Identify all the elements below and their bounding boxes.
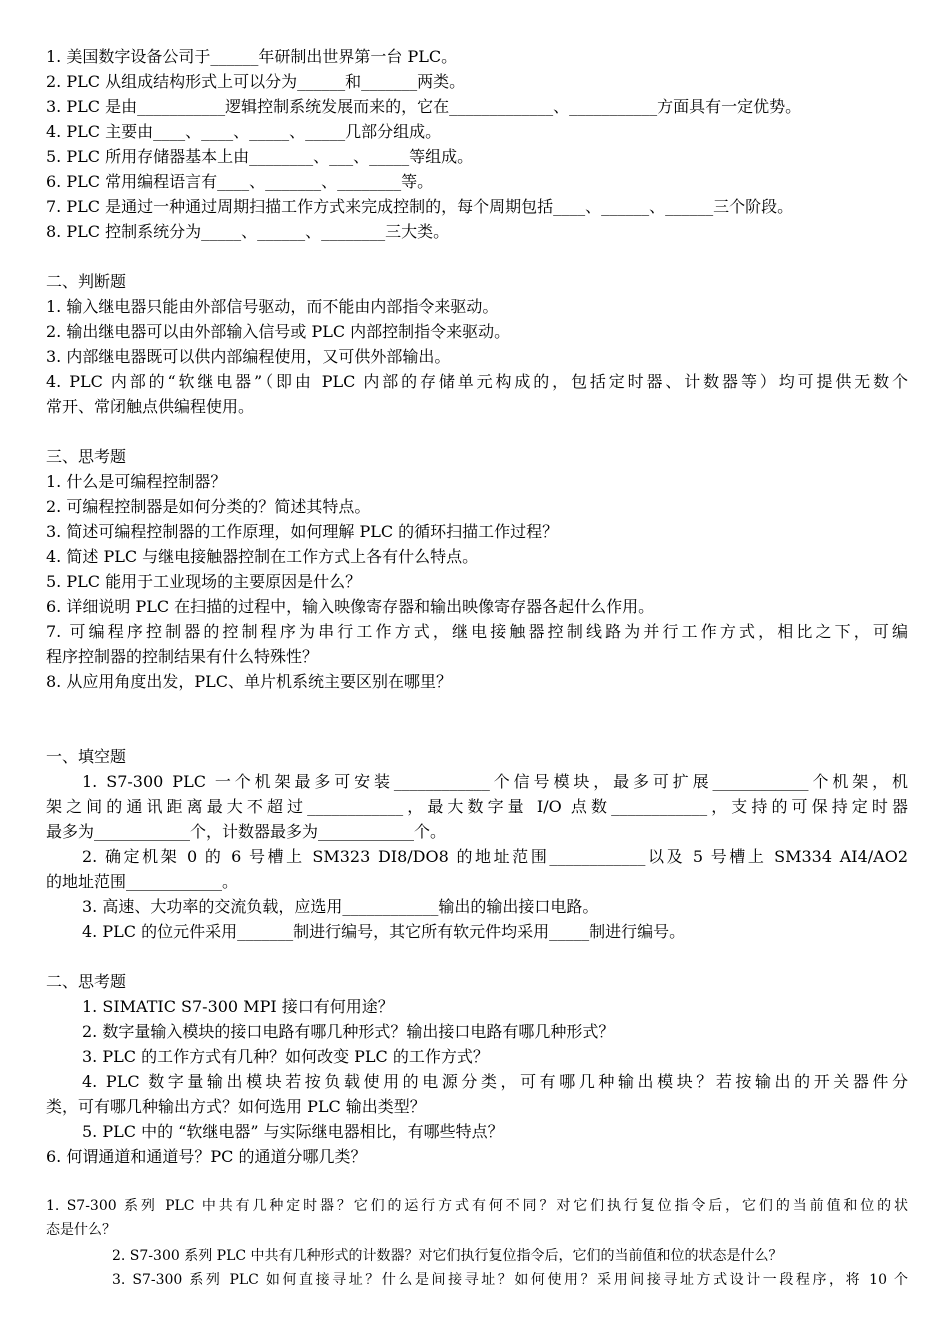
fill-b-question-1: 1. S7-300 PLC 一个机架最多可安装____________个信号模块，最多可扩展____________个机架，机 bbox=[82, 772, 908, 791]
fill-b-question-1-end: 最多为____________个，计数器最多为____________个。 bbox=[46, 822, 447, 841]
think-question-2: 2. 可编程控制器是如何分类的？简述其特点。 bbox=[46, 497, 371, 516]
section-heading-judge: 二、判断题 bbox=[46, 272, 127, 291]
think-question-5: 5. PLC 能用于工业现场的主要原因是什么？ bbox=[46, 572, 362, 591]
think-b-question-1: 1. SIMATIC S7-300 MPI 接口有何用途？ bbox=[82, 997, 394, 1016]
judge-question-4: 4. PLC 内部的“软继电器”（即由 PLC 内部的存储单元构成的，包括定时器、计数器等）均可提供无数个 bbox=[46, 372, 908, 391]
judge-question-4-cont: 常开、常闭触点供编程使用。 bbox=[46, 397, 255, 416]
think-b-question-4-cont: 类，可有哪几种输出方式？如何选用 PLC 输出类型？ bbox=[46, 1097, 426, 1116]
fill-question-5: 5. PLC 所用存储器基本上由________、___、_____等组成。 bbox=[46, 147, 474, 166]
think-question-4: 4. 简述 PLC 与继电接触器控制在工作方式上各有什么特点。 bbox=[46, 547, 479, 566]
think-question-3: 3. 简述可编程控制器的工作原理，如何理解 PLC 的循环扫描工作过程？ bbox=[46, 522, 559, 541]
fill-question-4: 4. PLC 主要由____、____、_____、_____几部分组成。 bbox=[46, 122, 442, 141]
think-question-7: 7. 可编程序控制器的控制程序为串行工作方式，继电接触器控制线路为并行工作方式，相比之下，可编 bbox=[46, 622, 908, 641]
think-b-question-4: 4. PLC 数字量输出模块若按负载使用的电源分类，可有哪几种输出模块？若按输出的开关器件分 bbox=[82, 1072, 908, 1091]
think-b-question-2: 2. 数字量输入模块的接口电路有哪几种形式？输出接口电路有哪几种形式？ bbox=[82, 1022, 615, 1041]
section-heading-think-b: 二、思考题 bbox=[46, 972, 127, 991]
fill-question-7: 7. PLC 是通过一种通过周期扫描工作方式来完成控制的，每个周期包括____、______、______三个阶段。 bbox=[46, 197, 794, 216]
think-question-6: 6. 详细说明 PLC 在扫描的过程中，输入映像寄存器和输出映像寄存器各起什么作用。 bbox=[46, 597, 655, 616]
think-question-1: 1. 什么是可编程控制器？ bbox=[46, 472, 227, 491]
judge-question-3: 3. 内部继电器既可以供内部编程使用，又可供外部输出。 bbox=[46, 347, 451, 366]
section-heading-fill-b: 一、填空题 bbox=[46, 747, 127, 766]
timer-question-1-cont: 态是什么？ bbox=[46, 1222, 116, 1238]
judge-question-1: 1. 输入继电器只能由外部信号驱动，而不能由内部指令来驱动。 bbox=[46, 297, 499, 316]
think-b-question-3: 3. PLC 的工作方式有几种？如何改变 PLC 的工作方式？ bbox=[82, 1047, 489, 1066]
fill-b-question-2: 2. 确定机架 0 的 6 号槽上 SM323 DI8/DO8 的地址范围____________以及 5 号槽上 SM334 AI4/AO2 bbox=[82, 847, 908, 866]
fill-b-question-2-cont: 的地址范围____________。 bbox=[46, 872, 239, 891]
fill-b-question-4: 4. PLC 的位元件采用_______制进行编号，其它所有软元件均采用_____制进行编号。 bbox=[82, 922, 686, 941]
fill-question-6: 6. PLC 常用编程语言有____、_______、________等。 bbox=[46, 172, 434, 191]
addressing-question-3: 3. S7-300 系列 PLC 如何直接寻址？什么是间接寻址？如何使用？采用间接寻址方式设计一段程序，将 10 个 bbox=[112, 1272, 908, 1288]
timer-question-1: 1. S7-300 系列 PLC 中共有几种定时器？它们的运行方式有何不同？对它们执行复位指令后，它们的当前值和位的状 bbox=[46, 1198, 908, 1214]
judge-question-2: 2. 输出继电器可以由外部输入信号或 PLC 内部控制指令来驱动。 bbox=[46, 322, 511, 341]
section-heading-think: 三、思考题 bbox=[46, 447, 127, 466]
think-b-question-6: 6. 何谓通道和通道号？PC 的通道分哪几类？ bbox=[46, 1147, 367, 1166]
think-b-question-5: 5. PLC 中的 “软继电器” 与实际继电器相比，有哪些特点？ bbox=[82, 1122, 504, 1141]
think-question-7-cont: 程序控制器的控制结果有什么特殊性？ bbox=[46, 647, 319, 666]
fill-b-question-3: 3. 高速、大功率的交流负载，应选用____________输出的输出接口电路。 bbox=[82, 897, 599, 916]
fill-question-8: 8. PLC 控制系统分为_____、______、________三大类。 bbox=[46, 222, 450, 241]
think-question-8: 8. 从应用角度出发，PLC、单片机系统主要区别在哪里？ bbox=[46, 672, 452, 691]
fill-b-question-1-cont: 架之间的通讯距离最大不超过____________，最大数字量 I/O 点数____________，支持的可保持定时器 bbox=[46, 797, 908, 816]
fill-question-1: 1. 美国数字设备公司于______年研制出世界第一台 PLC。 bbox=[46, 47, 458, 66]
counter-question-2: 2. S7-300 系列 PLC 中共有几种形式的计数器？对它们执行复位指令后，它们的当前值和位的状态是什么？ bbox=[112, 1248, 783, 1264]
fill-question-2: 2. PLC 从组成结构形式上可以分为______和_______两类。 bbox=[46, 72, 466, 91]
fill-question-3: 3. PLC 是由___________逻辑控制系统发展而来的，它在_____________、___________方面具有一定优势。 bbox=[46, 97, 802, 116]
